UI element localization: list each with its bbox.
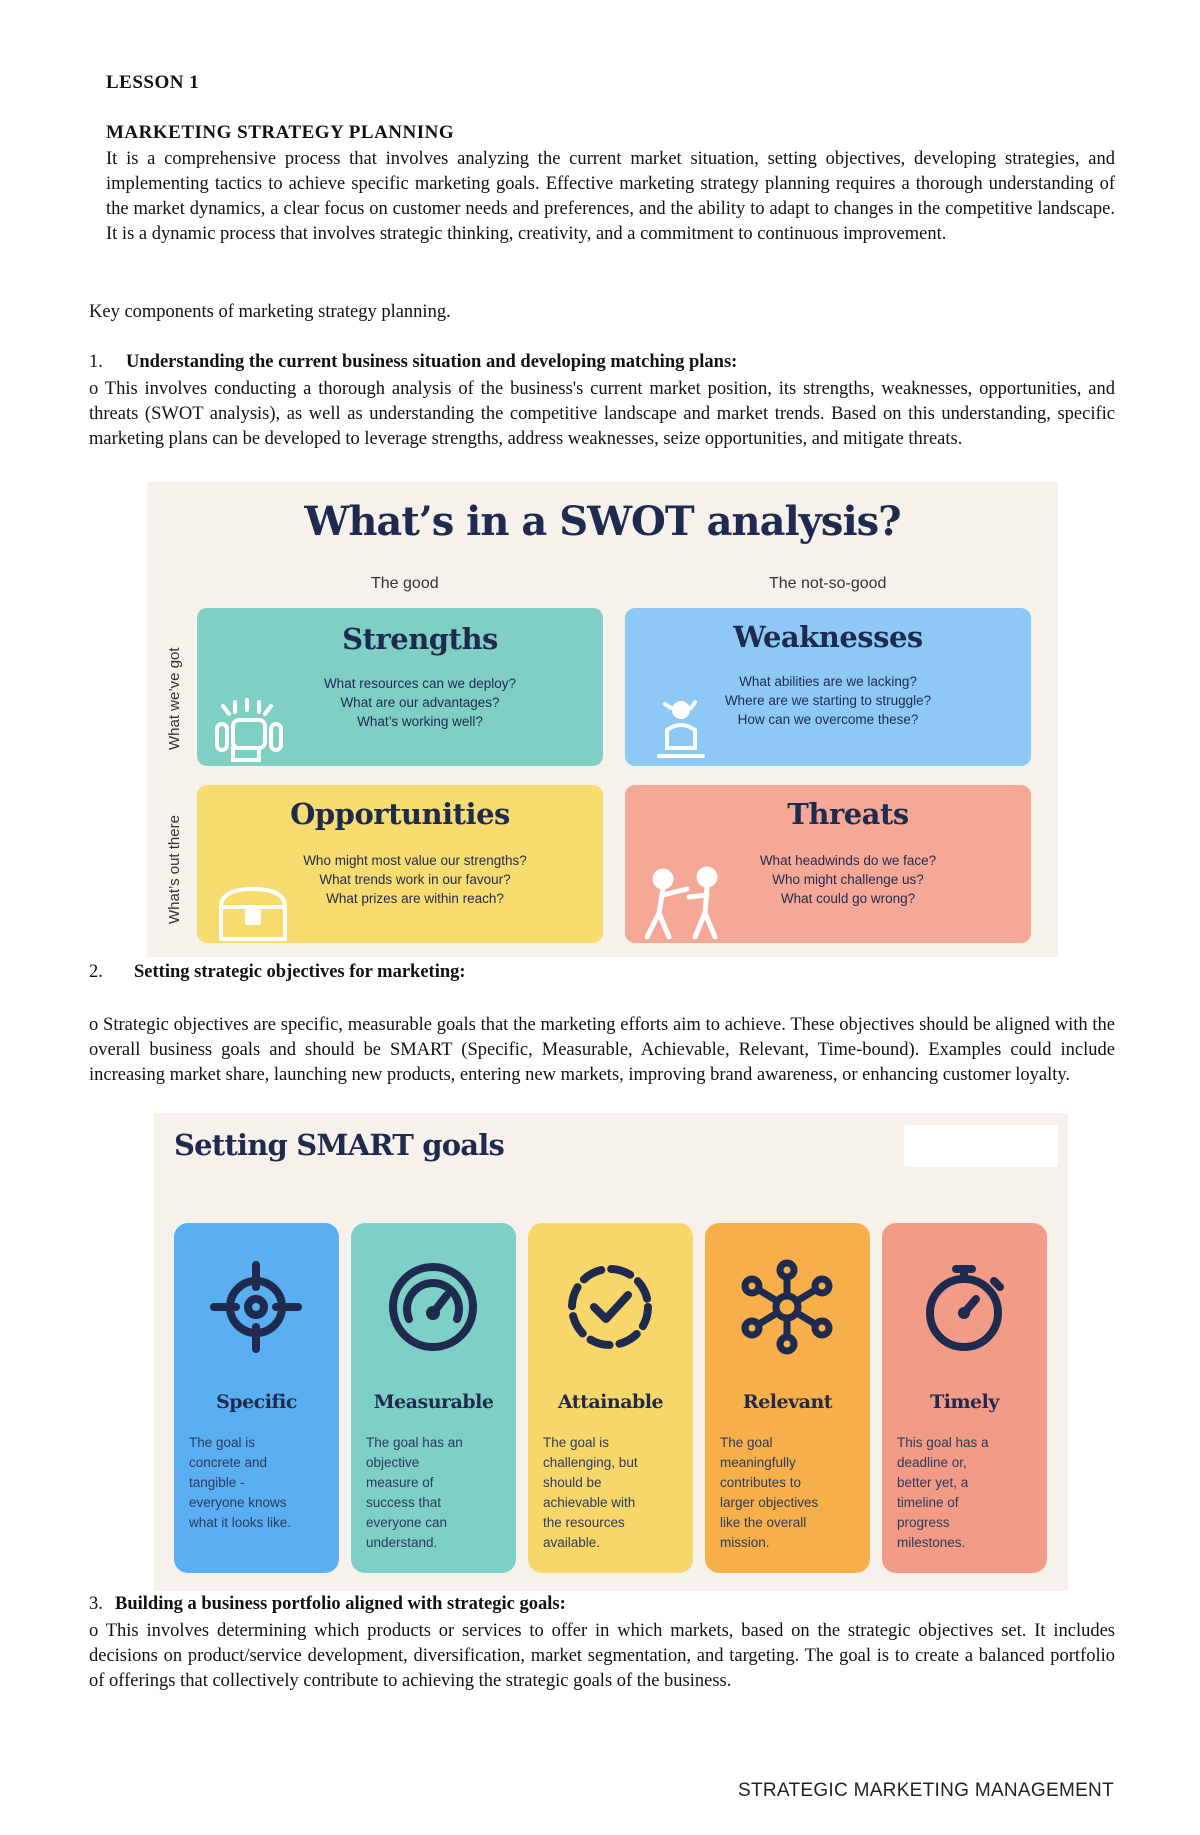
item-1-text: o This involves conducting a thorough analysis of the business's current market position, its strengths, weaknesses, opportunities, and threats (SWOT analysis), as well as understanding the competitive landscape and market trends. Based on this understanding, specific marketing plans can be developed to leverage strengths, address weaknesses, seize opportunities, and mitigate threats. bbox=[89, 379, 1115, 449]
network-icon bbox=[737, 1257, 837, 1357]
question: How can we overcome these? bbox=[737, 712, 919, 727]
swot-row-got: What we’ve got bbox=[166, 647, 183, 750]
smart-card-relevant bbox=[705, 1223, 870, 1573]
smart-card-attainable bbox=[528, 1223, 693, 1573]
item-3-text: o This involves determining which products or services to offer in which markets, based on the strategic objectives set. It includes decisions on product/service development, diversification, market segmentation, and targeting. The goal is to create a balanced portfolio of offerings that collectively contribute to achieving the strategic goals of the business. bbox=[89, 1621, 1115, 1691]
question: What resources can we deploy? bbox=[323, 676, 517, 691]
swot-row-out: What’s out there bbox=[166, 815, 183, 924]
card-title: Relevant bbox=[742, 1391, 833, 1413]
desc-line: should be bbox=[543, 1475, 602, 1490]
desc-line: milestones. bbox=[897, 1535, 966, 1550]
check-circle-icon bbox=[560, 1257, 660, 1357]
desc-line: timeline of bbox=[897, 1495, 959, 1510]
key-components-line: Key components of marketing strategy planning. bbox=[89, 302, 451, 322]
card-description bbox=[720, 1433, 860, 1553]
question: What abilities are we lacking? bbox=[739, 674, 917, 689]
desc-line: The goal has an bbox=[366, 1435, 463, 1450]
desc-line: The goal bbox=[720, 1435, 773, 1450]
question: Where are we starting to struggle? bbox=[724, 693, 932, 708]
item-2-title bbox=[89, 962, 466, 983]
gauge-icon bbox=[383, 1257, 483, 1357]
item-1-title bbox=[89, 352, 737, 373]
quad-title: Opportunities bbox=[290, 797, 510, 831]
section-heading: MARKETING STRATEGY PLANNING bbox=[106, 122, 455, 143]
swot-title: What’s in a SWOT analysis? bbox=[304, 498, 901, 545]
desc-line: The goal is bbox=[189, 1435, 256, 1450]
desc-line: measure of bbox=[366, 1475, 434, 1490]
white-block bbox=[904, 1125, 1058, 1167]
question: Who might most value our strengths? bbox=[303, 853, 527, 868]
smart-card-timely bbox=[882, 1223, 1047, 1573]
card-description bbox=[366, 1433, 506, 1553]
desc-line: concrete and bbox=[189, 1455, 268, 1470]
footer-course-title: STRATEGIC MARKETING MANAGEMENT bbox=[737, 1780, 1114, 1801]
swot-col-good: The good bbox=[371, 575, 439, 592]
question: What’s working well? bbox=[357, 714, 483, 729]
desc-line: objective bbox=[366, 1455, 420, 1470]
swot-infographic bbox=[147, 482, 1058, 957]
item-heading: Understanding the current business situation and developing matching plans: bbox=[126, 352, 738, 372]
stopwatch-icon bbox=[914, 1257, 1014, 1357]
desc-line: the resources bbox=[543, 1515, 625, 1530]
fist-icon bbox=[205, 696, 285, 762]
card-description bbox=[897, 1433, 1037, 1553]
desc-line: meaningfully bbox=[720, 1455, 796, 1470]
fighting-people-icon bbox=[635, 865, 731, 941]
question: What trends work in our favour? bbox=[319, 872, 511, 887]
card-title: Specific bbox=[216, 1391, 297, 1413]
target-icon bbox=[206, 1257, 306, 1357]
swot-col-bad: The not-so-good bbox=[769, 575, 887, 592]
desc-line: better yet, a bbox=[897, 1475, 969, 1490]
smart-infographic bbox=[154, 1113, 1068, 1591]
card-title: Attainable bbox=[557, 1391, 664, 1413]
desc-line: achievable with bbox=[543, 1495, 636, 1510]
question: What prizes are within reach? bbox=[326, 891, 504, 906]
item-3-title bbox=[89, 1594, 566, 1615]
desc-line: everyone can bbox=[366, 1515, 448, 1530]
swot-threats bbox=[625, 785, 1031, 943]
desc-line: deadline or, bbox=[897, 1455, 967, 1470]
smart-card-measurable bbox=[351, 1223, 516, 1573]
desc-line: tangible - bbox=[189, 1475, 245, 1490]
desc-line: mission. bbox=[720, 1535, 770, 1550]
swot-opportunities bbox=[197, 785, 603, 943]
question: Who might challenge us? bbox=[772, 872, 924, 887]
desc-line: contributes to bbox=[720, 1475, 802, 1490]
swot-strengths bbox=[197, 608, 603, 766]
smart-title: Setting SMART goals bbox=[174, 1128, 505, 1162]
desc-line: challenging, but bbox=[543, 1455, 638, 1470]
item-number: 3. bbox=[89, 1594, 103, 1614]
quad-questions bbox=[237, 674, 603, 731]
quad-title: Threats bbox=[787, 797, 909, 831]
desc-line: success that bbox=[366, 1495, 442, 1510]
desc-line: everyone knows bbox=[189, 1495, 287, 1510]
question: What could go wrong? bbox=[780, 891, 916, 906]
item-2-text: o Strategic objectives are specific, measurable goals that the marketing efforts aim to achieve. These objectives should be aligned with the overall business goals and should be SMART (Specific, Measurable, Achievable, Relevant, Time-bound). Examples could include increasing market share, launching new products, entering new markets, improving brand awareness, or enhancing customer loyalty. bbox=[89, 1015, 1115, 1085]
item-number: 2. bbox=[89, 962, 103, 982]
desc-line: available. bbox=[543, 1535, 601, 1550]
desc-line: The goal is bbox=[543, 1435, 610, 1450]
treasure-chest-icon bbox=[213, 881, 293, 941]
swot-weaknesses bbox=[625, 608, 1031, 766]
desc-line: progress bbox=[897, 1515, 950, 1530]
desc-line: larger objectives bbox=[720, 1495, 819, 1510]
item-heading: Building a business portfolio aligned with strategic goals: bbox=[115, 1594, 566, 1614]
question: What headwinds do we face? bbox=[759, 853, 937, 868]
card-title: Measurable bbox=[373, 1391, 494, 1413]
question: What are our advantages? bbox=[340, 695, 500, 710]
desc-line: like the overall bbox=[720, 1515, 807, 1530]
quad-title: Weaknesses bbox=[733, 620, 923, 654]
lesson-label: LESSON 1 bbox=[106, 72, 200, 93]
quad-title: Strengths bbox=[342, 622, 498, 656]
smart-card-specific bbox=[174, 1223, 339, 1573]
item-number: 1. bbox=[89, 352, 103, 372]
card-title: Timely bbox=[930, 1391, 999, 1413]
intro-paragraph: It is a comprehensive process that involves analyzing the current market situation, setting objectives, developing strategies, and implementing tactics to achieve specific marketing goals. Effective marketing strategy planning requires a thorough understanding of the market dynamics, a clear focus on customer needs and preferences, and the ability to adapt to changes in the competitive landscape. It is a dynamic process that involves strategic thinking, creativity, and a commitment to continuous improvement. bbox=[106, 149, 1115, 244]
desc-line: what it looks like. bbox=[189, 1515, 292, 1530]
card-description bbox=[189, 1433, 329, 1533]
item-heading: Setting strategic objectives for marketing: bbox=[134, 962, 466, 982]
desc-line: understand. bbox=[366, 1535, 438, 1550]
desc-line: This goal has a bbox=[897, 1435, 989, 1450]
card-description bbox=[543, 1433, 683, 1553]
struggling-person-icon bbox=[643, 696, 713, 764]
